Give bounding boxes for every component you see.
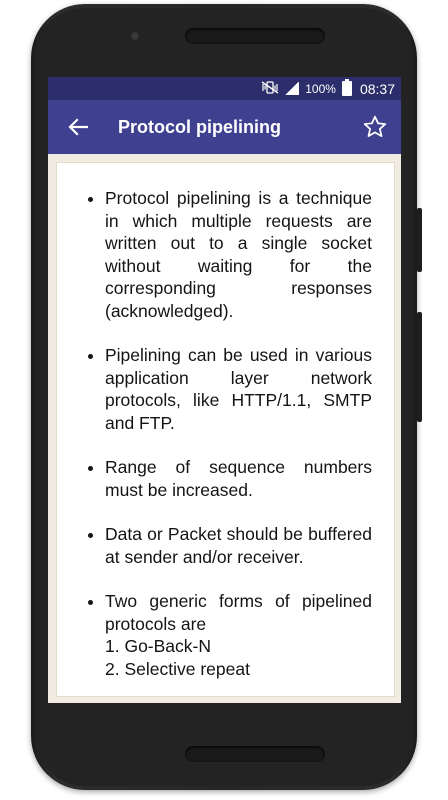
sub-item: 2. Selective repeat [105,658,250,679]
list-item [105,590,372,680]
power-button [417,208,422,272]
arrow-left-icon [68,118,88,136]
page-title: Protocol pipelining [118,116,281,137]
bullet-text: Data or Packet should be buffered at sender and/or receiver. [105,524,372,567]
phone-screen [48,77,401,703]
front-camera [130,31,140,41]
bullet-text: Pipelining can be used in various application layer network protocols, like HTTP/1.1, SMTP and FTP. [105,345,372,433]
list-item [105,187,372,322]
bottom-speaker [185,746,325,762]
content-area[interactable] [48,154,401,703]
bullet-list [57,163,394,680]
list-item [105,456,372,501]
signal-icon [285,82,299,95]
star-outline-icon [362,114,388,140]
clock: 08:37 [359,80,395,97]
content-card [56,162,395,697]
battery-icon [342,81,352,96]
bullet-text: Protocol pipelining is a technique in which multiple requests are written out to a single socket without waiting for the corresponding responses (acknowledged). [105,188,372,321]
status-bar [48,77,401,100]
battery-percent: 100% [305,81,336,96]
list-item [105,344,372,434]
app-bar [48,100,401,154]
top-speaker [185,28,325,44]
volume-button [417,312,422,422]
back-button[interactable] [56,105,100,149]
favorite-button[interactable] [355,105,395,149]
sub-item: 1. Go-Back-N [105,636,211,656]
mute-vibrate-icon [261,81,279,97]
bullet-text: Two generic forms of pipelined protocols are [105,591,372,634]
bullet-text: Range of sequence numbers must be increased. [105,457,372,500]
list-item [105,523,372,568]
